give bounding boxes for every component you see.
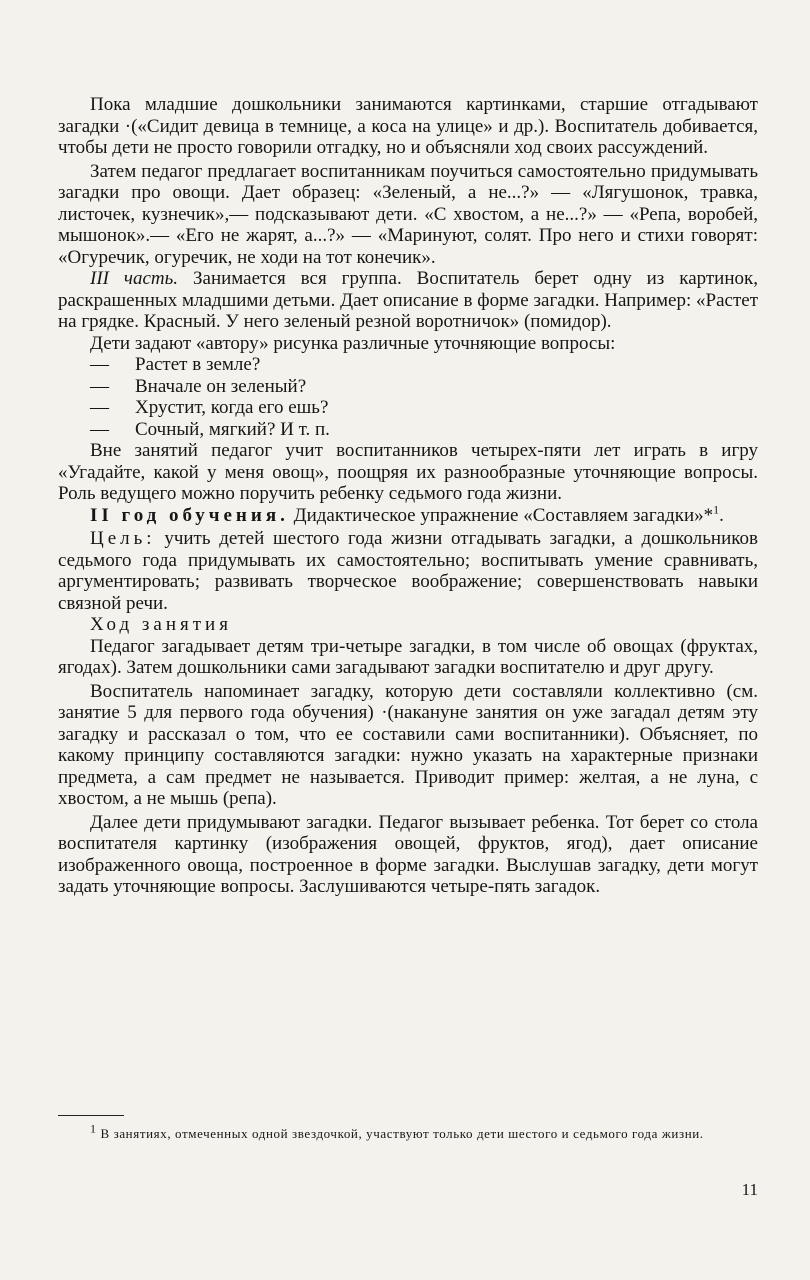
lesson-heading: Ход занятия	[90, 614, 232, 635]
page-number: 11	[741, 1180, 758, 1199]
list-item	[58, 354, 758, 376]
paragraph-3	[58, 268, 758, 333]
question-text: Растет в земле?	[135, 354, 261, 375]
paragraph-9: Педагог загадывает детям три-четыре загадки, в том числе об овощах (фруктах, ягодах). Затем дошкольники сами загадывают загадки воспитателю и друг другу.	[58, 635, 758, 678]
footnote-divider	[58, 1115, 124, 1116]
list-item	[58, 419, 758, 441]
dash-marker: —	[90, 397, 109, 418]
paragraph-5: Вне занятий педагог учит воспитанников четырех-пяти лет играть в игру «Угадайте, какой у меня овощ», поощряя их разнообразные уточняющие вопросы. Роль ведущего можно поручить ребенку седьмого года жизни.	[58, 440, 758, 504]
paragraph-4: Дети задают «автору» рисунка различные уточняющие вопросы:	[90, 332, 616, 354]
paragraph-2: Затем педагог предлагает воспитанникам поучиться самостоятельно придумывать загадки про овощи. Дает образец: «Зеленый, а не...?» — «Лягушонок, травка, листочек, кузнечик»,— подсказывают дети. «С хвостом, а не...?» — «Репа, воробей, мышонок».— «Его не жарят, а...?» — «Маринуют, солят. Про него и стихи говорят: «Огуречик, огуречик, не ходи на тот конечик».	[58, 160, 758, 268]
dash-marker: —	[90, 418, 109, 440]
question-text: Вначале он зеленый?	[135, 375, 307, 397]
part-label: III часть.	[90, 268, 179, 289]
year-heading: II год обучения.	[90, 504, 289, 526]
list-item	[58, 376, 758, 398]
paragraph-10: Воспитатель напоминает загадку, которую дети составляли коллективно (см. занятие 5 для первого года обучения) ·(накануне занятия он уже загадал детям эту загадку и рассказал о том, что ее составили сами воспитанники). Объясняет, по какому принципу составляются загадки: нужно указать на характерные признаки предмета, а сам предмет не называется. Приводит пример: желтая, а не луна, с хвостом, а не мышь (репа).	[58, 680, 758, 809]
dash-marker: —	[90, 354, 109, 375]
list-item	[58, 397, 758, 419]
page-body	[58, 94, 758, 898]
question-text: Хрустит, когда его ешь?	[135, 397, 329, 418]
goal-text: учить детей шестого года жизни отгадывать загадки, а дошкольников седьмого года придумывать их самостоятельно; воспитывать умение сравнивать, аргументировать; развивать творческое воображение; совершенствовать навыки связной речи.	[58, 528, 758, 614]
question-list	[58, 354, 758, 440]
question-text: Сочный, мягкий? И т. п.	[135, 418, 330, 440]
paragraph-11: Далее дети придумывают загадки. Педагог вызывает ребенка. Тот берет со стола воспитателя картинку (изображения овощей, фруктов, ягод), дает описание изображенного овоща, построенное в форме загадки. Выслушав загадку, дети могут задать уточняющие вопросы. Заслушиваются четыре-пять загадок.	[58, 811, 758, 897]
paragraph-6	[58, 502, 758, 527]
exercise-title: Дидактическое упражнение «Составляем загадки»*	[288, 504, 714, 526]
footnote-text: В занятиях, отмеченных одной звездочкой, участвуют только дети шестого и седьмого года жизни.	[96, 1126, 704, 1141]
footnote	[58, 1121, 758, 1142]
goal-label: Цель:	[90, 528, 156, 549]
footnote-ref: 1	[713, 502, 720, 517]
paragraph-1: Пока младшие дошкольники занимаются картинками, старшие отгадывают загадки ·(«Сидит девица в темнице, а коса на улице» и др.). Воспитатель добивается, чтобы дети не просто говорили отгадку, но и объясняли ход своих рассуждений.	[58, 94, 758, 158]
exercise-title-end: .	[719, 504, 724, 526]
part-text: Занимается вся группа. Воспитатель берет одну из картинок, раскрашенных младшими детьми. Дает описание в форме загадки. Например: «Растет на грядке. Красный. У него зеленый резной воротничок» (помидор).	[58, 268, 758, 332]
footnote-marker: 1	[90, 1121, 97, 1136]
dash-marker: —	[90, 375, 109, 397]
paragraph-7	[58, 528, 758, 614]
